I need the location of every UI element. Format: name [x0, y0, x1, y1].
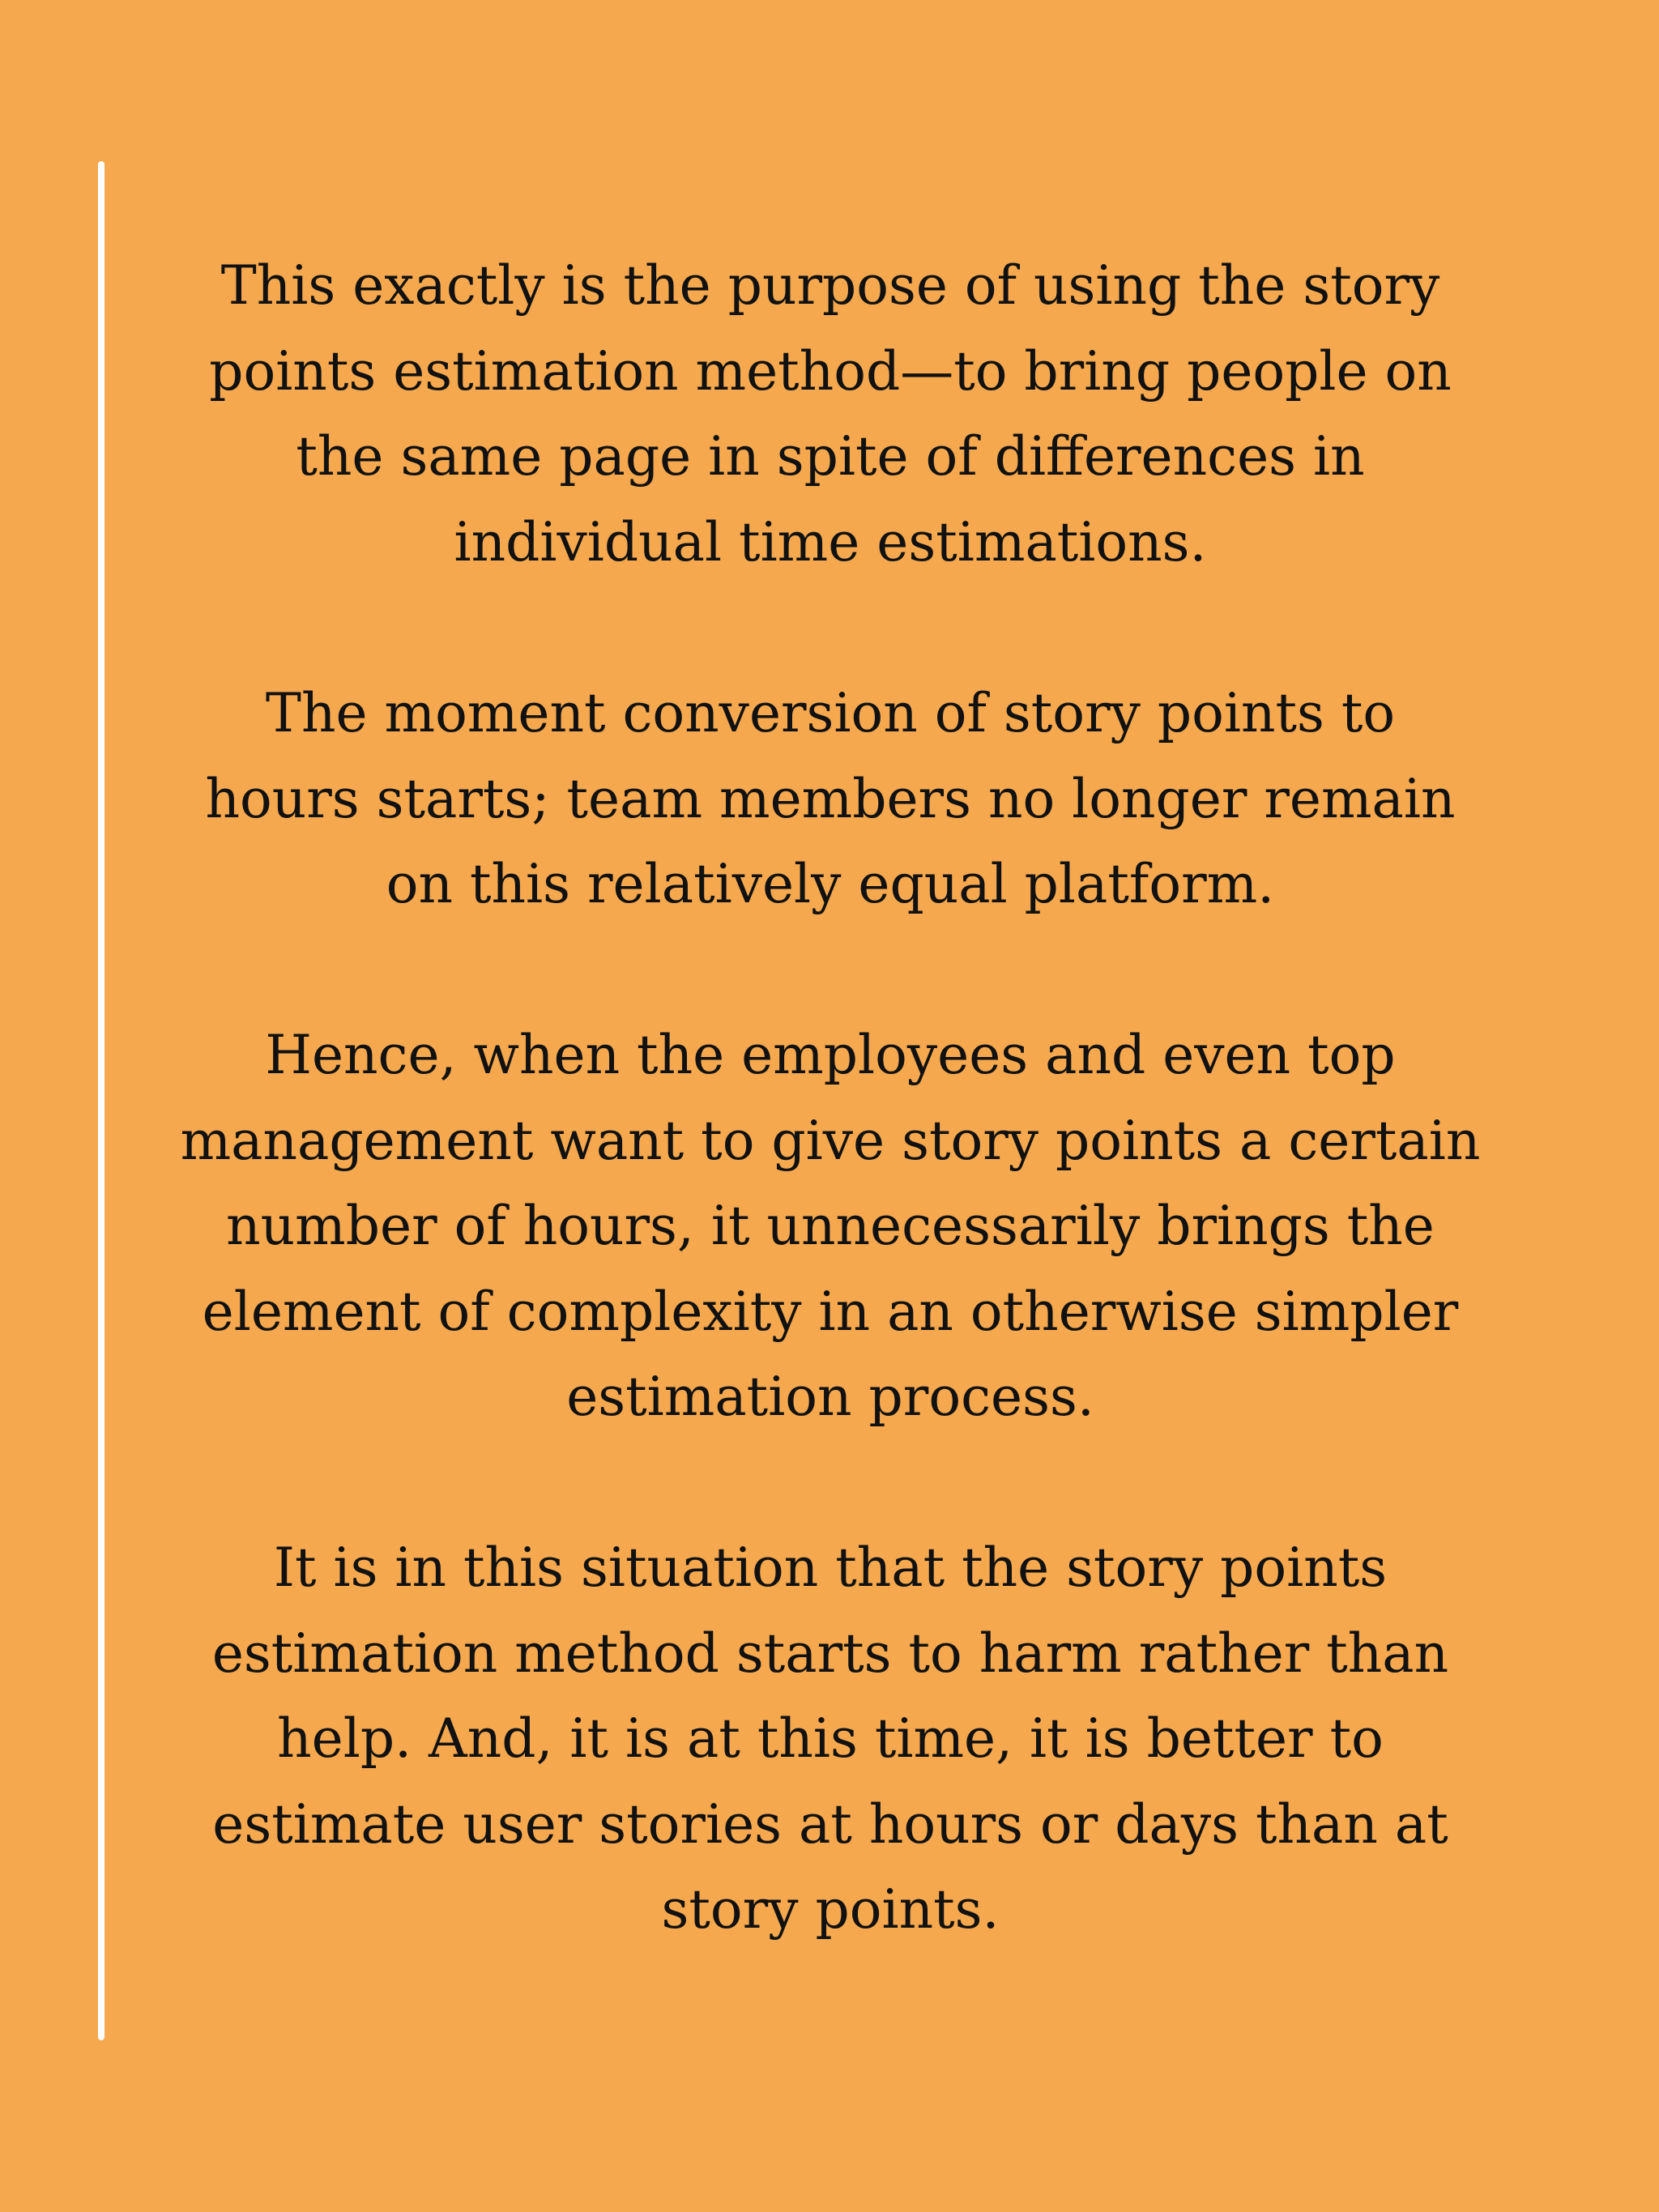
paragraph-line: element of complexity in an otherwise simpler — [202, 1280, 1459, 1343]
paragraph-1 — [154, 243, 1507, 585]
paragraph-2 — [154, 671, 1507, 927]
vertical-accent-line — [98, 161, 104, 2040]
paragraph-line: the same page in spite of differences in — [296, 425, 1365, 488]
paragraph-3 — [154, 1012, 1507, 1440]
paragraph-line: The moment conversion of story points to — [265, 682, 1396, 744]
paragraph-line: story points. — [661, 1878, 1000, 1941]
paragraph-line: hours starts; team members no longer remain — [205, 767, 1456, 830]
paragraph-line: management want to give story points a certain — [180, 1109, 1481, 1172]
paragraph-line: help. And, it is at this time, it is better to — [277, 1707, 1384, 1770]
paragraph-line: It is in this situation that the story points — [273, 1536, 1388, 1599]
paragraph-line: This exactly is the purpose of using the story — [220, 254, 1440, 317]
paragraph-line: estimation process. — [566, 1366, 1094, 1428]
paragraph-line: estimate user stories at hours or days than at — [212, 1792, 1448, 1856]
paragraph-line: number of hours, it unnecessarily brings the — [226, 1195, 1435, 1257]
paragraph-line: individual time estimations. — [454, 510, 1207, 573]
paragraph-line: on this relatively equal platform. — [386, 853, 1275, 915]
paragraph-4 — [154, 1525, 1507, 1953]
paragraph-line: estimation method starts to harm rather than — [211, 1622, 1449, 1685]
paragraph-line: points estimation method—to bring people on — [209, 339, 1452, 403]
paragraph-line: Hence, when the employees and even top — [265, 1024, 1396, 1086]
